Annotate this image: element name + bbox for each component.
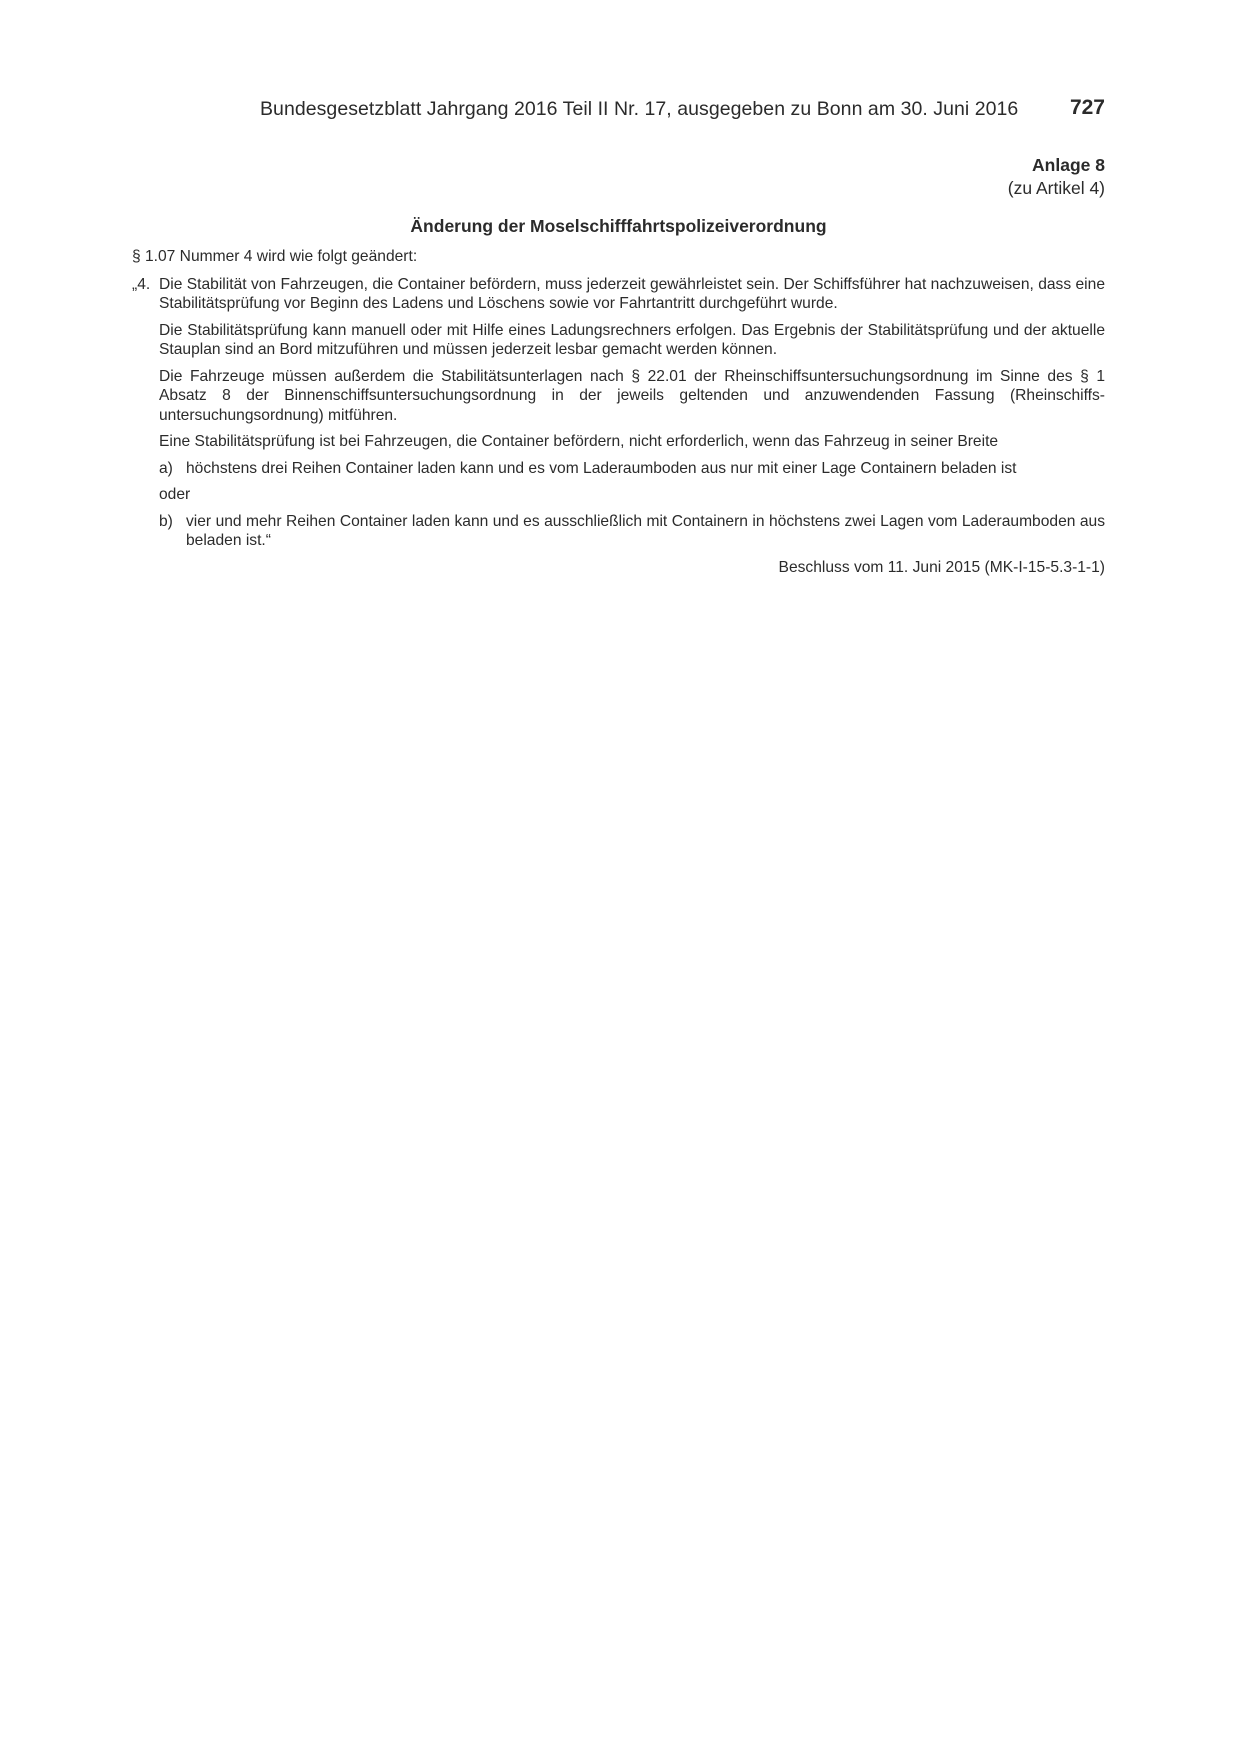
page-number: 727	[1069, 96, 1105, 119]
annex-label: Anlage 8	[1032, 155, 1105, 175]
sub-item-a-marker: a)	[159, 459, 173, 477]
sub-item-b-text: vier und mehr Reihen Container laden kann und es ausschließlich mit Containern in höchstens zwei Lagen vom Laderaumboden aus beladen ist.“	[186, 512, 1105, 549]
document-body	[132, 247, 1105, 577]
page-header	[260, 98, 1105, 126]
item-marker: „4.	[132, 275, 151, 293]
sub-item-a-text: höchstens drei Reihen Container laden kann und es vom Laderaumboden aus nur mit einer Lage Containern beladen ist	[186, 459, 1017, 477]
sub-item-a	[159, 459, 1105, 479]
document-title: Änderung der Moselschifffahrtspolizeiverordnung	[410, 216, 827, 236]
intro-paragraph: § 1.07 Nummer 4 wird wie folgt geändert:	[132, 248, 418, 265]
connector-text: oder	[159, 486, 191, 503]
item-paragraph-2: Die Stabilitätsprüfung kann manuell oder mit Hilfe eines Ladungsrechners erfolgen. Das Ergebnis der Stabilitätsprüfung und der aktuelle Stauplan sind an Bord mitzuführen und müssen jederzeit lesbar gemacht werden können.	[159, 321, 1105, 358]
sub-item-b	[159, 512, 1105, 551]
item-paragraph-1: Die Stabilität von Fahrzeugen, die Container befördern, muss jederzeit gewährleistet sein. Der Schiffsführer hat nachzuweisen, dass eine Stabilitätsprüfung vor Beginn des Ladens und Löschens sowie vor Fahrtantritt durchgeführt wurde.	[159, 275, 1105, 312]
sub-item-b-marker: b)	[159, 512, 173, 530]
resolution-reference: Beschluss vom 11. Juni 2015 (MK-I-15-5.3-1-1)	[778, 558, 1105, 576]
amended-item	[132, 275, 1105, 551]
item-paragraph-4: Eine Stabilitätsprüfung ist bei Fahrzeugen, die Container befördern, nicht erforderlich, wenn das Fahrzeug in seiner Breite	[159, 433, 999, 450]
annex-block	[1008, 154, 1105, 200]
running-title: Bundesgesetzblatt Jahrgang 2016 Teil II Nr. 17, ausgegeben zu Bonn am 30. Juni 2016	[260, 98, 1019, 120]
item-paragraph-3: Die Fahrzeuge müssen außerdem die Stabilitätsunterlagen nach § 22.01 der Rheinschiffsuntersuchungsordnung im Sinne des § 1 Absatz 8 der Binnenschiffsuntersuchungsordnung in der jeweils geltenden und anzuwendenden Fassung (Rheinschiffsuntersuchungsordnung) mitführen.	[159, 367, 1105, 424]
annex-reference: (zu Artikel 4)	[1007, 178, 1105, 198]
